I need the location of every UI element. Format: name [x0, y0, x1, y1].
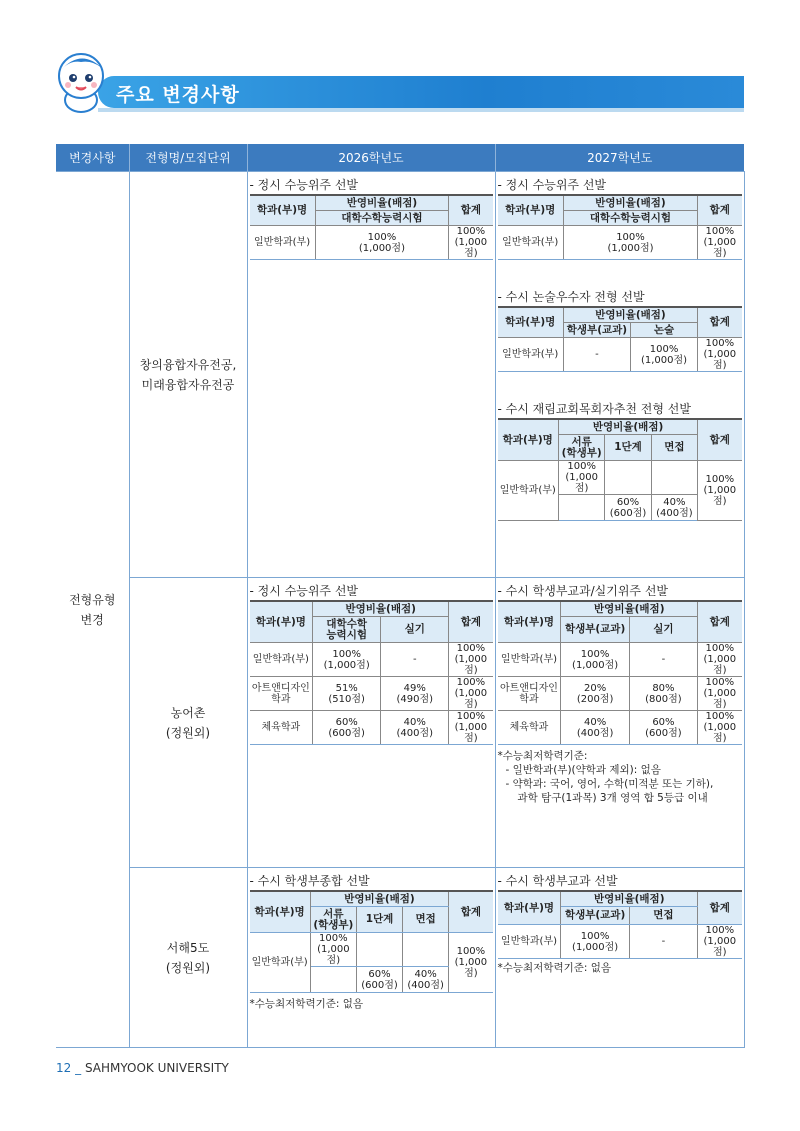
- cell-2027: [495, 868, 744, 1048]
- page-footer: [56, 1061, 229, 1075]
- th-dept: 학과(부)명: [250, 195, 316, 226]
- th-stage1: 1단계: [605, 435, 651, 461]
- th-total: 합계: [698, 891, 742, 925]
- th-dept: 학과(부)명: [250, 601, 313, 643]
- td-value: -: [629, 925, 697, 959]
- td-empty: [651, 461, 697, 495]
- th-ratio: 반영비율(배점): [561, 891, 698, 907]
- th-ratio: 반영비율(배점): [559, 419, 698, 435]
- td-value: 100% (1,000점): [559, 461, 605, 495]
- td-empty: [605, 461, 651, 495]
- th-practical: 실기: [629, 617, 697, 643]
- td-value: 40% (400점): [561, 711, 629, 745]
- unit-cell: 서해5도 (정원외): [129, 868, 247, 1048]
- university-name: SAHMYOOK UNIVERSITY: [84, 1061, 229, 1075]
- th-total: 합계: [698, 307, 742, 338]
- td-total: 100% (1,000점): [698, 711, 742, 745]
- td-value: 60% (600점): [605, 495, 651, 521]
- ratio-table: [498, 194, 742, 260]
- th-csat: 대학수학능력시험: [315, 211, 449, 226]
- mascot-icon: [52, 48, 110, 114]
- th-interview: 면접: [403, 907, 449, 933]
- th-ratio: 반영비율(배점): [315, 195, 449, 211]
- th-stage1: 1단계: [356, 907, 402, 933]
- td-value: 20% (200점): [561, 677, 629, 711]
- td-dept: 아트앤디자인 학과: [498, 677, 561, 711]
- td-total: 100% (1,000점): [449, 711, 493, 745]
- td-value: 100% (1,000점): [561, 925, 629, 959]
- category-cell: 전형유형 변경: [56, 172, 129, 1048]
- ratio-table: [498, 890, 742, 959]
- td-value: -: [563, 338, 630, 372]
- td-dept: 아트앤디자인 학과: [250, 677, 313, 711]
- table-row: [56, 868, 744, 1048]
- section-title: - 수시 재림교회목회자추천 전형 선발: [497, 402, 691, 416]
- cell-2026: [247, 868, 495, 1048]
- note: [498, 749, 742, 805]
- th-record: 학생부(교과): [561, 617, 629, 643]
- note: *수능최저학력기준: 없음: [249, 998, 364, 1010]
- td-dept: 일반학과(부): [498, 925, 561, 959]
- th-total: 합계: [449, 601, 493, 643]
- td-dept: 일반학과(부): [250, 933, 311, 993]
- page-number: 12: [56, 1061, 72, 1075]
- th-total: 합계: [698, 195, 742, 226]
- th-dept: 학과(부)명: [498, 601, 561, 643]
- note-line: - 약학과: 국어, 영어, 수학(미적분 또는 기하),: [505, 778, 714, 790]
- th-ratio: 반영비율(배점): [310, 891, 449, 907]
- th-interview: 면접: [629, 907, 697, 925]
- td-value: 100% (1,000점): [630, 338, 697, 372]
- ratio-table: [498, 306, 742, 372]
- td-value: 40% (400점): [403, 967, 449, 993]
- td-value: 40% (400점): [381, 711, 449, 745]
- td-value: 40% (400점): [651, 495, 697, 521]
- th-dept: 학과(부)명: [250, 891, 311, 933]
- td-total: 100% (1,000점): [449, 677, 493, 711]
- table-row: [56, 578, 744, 868]
- td-value: 80% (800점): [629, 677, 697, 711]
- table-row: [56, 172, 744, 578]
- td-total: 100% (1,000점): [449, 643, 493, 677]
- changes-table: [56, 144, 745, 1048]
- footer-separator: _: [75, 1061, 82, 1075]
- th-docs: 서류 (학생부): [310, 907, 356, 933]
- th-total: 합계: [449, 891, 493, 933]
- th-dept: 학과(부)명: [498, 419, 559, 461]
- col-header-2026: 2026학년도: [247, 144, 495, 172]
- col-header-change: 변경사항: [56, 144, 129, 172]
- th-ratio: 반영비율(배점): [563, 307, 697, 323]
- ratio-table: [498, 418, 742, 521]
- td-value: -: [381, 643, 449, 677]
- section-title: - 수시 학생부종합 선발: [249, 874, 370, 888]
- section-title: - 수시 논술우수자 전형 선발: [497, 290, 645, 304]
- cell-2027: [495, 578, 744, 868]
- td-empty: [310, 967, 356, 993]
- td-dept: 일반학과(부): [498, 338, 564, 372]
- td-total: 100% (1,000점): [698, 677, 742, 711]
- page-title: 주요 변경사항: [116, 84, 240, 106]
- td-value: 60% (600점): [313, 711, 381, 745]
- td-total: 100% (1,000점): [698, 461, 742, 521]
- td-value: 60% (600점): [629, 711, 697, 745]
- td-value: -: [629, 643, 697, 677]
- td-total: 100% (1,000점): [449, 933, 493, 993]
- th-total: 합계: [449, 195, 493, 226]
- note-line: 과학 탐구(1과목) 3개 영역 합 5등급 이내: [517, 792, 708, 804]
- td-value: 49% (490점): [381, 677, 449, 711]
- th-dept: 학과(부)명: [498, 307, 564, 338]
- th-ratio: 반영비율(배점): [563, 195, 697, 211]
- th-dept: 학과(부)명: [498, 891, 561, 925]
- unit-cell: 농어촌 (정원외): [129, 578, 247, 868]
- th-csat: 대학수학 능력시험: [313, 617, 381, 643]
- td-dept: 일반학과(부): [498, 226, 564, 260]
- ratio-table: [250, 890, 493, 993]
- td-dept: 일반학과(부): [498, 461, 559, 521]
- cell-2027: [495, 172, 744, 578]
- th-csat: 대학수학능력시험: [563, 211, 697, 226]
- td-total: 100% (1,000점): [698, 925, 742, 959]
- th-interview: 면접: [651, 435, 697, 461]
- col-header-unit: 전형명/모집단위: [129, 144, 247, 172]
- th-practical: 실기: [381, 617, 449, 643]
- td-total: 100% (1,000점): [449, 226, 493, 260]
- th-record: 학생부(교과): [563, 323, 630, 338]
- td-dept: 일반학과(부): [250, 226, 316, 260]
- td-dept: 체육학과: [498, 711, 561, 745]
- td-dept: 일반학과(부): [250, 643, 313, 677]
- table-header-row: [56, 144, 744, 172]
- section-title: - 정시 수능위주 선발: [249, 178, 359, 192]
- td-empty: [356, 933, 402, 967]
- td-value: 100% (1,000점): [563, 226, 697, 260]
- banner-underline: [98, 108, 744, 112]
- td-empty: [403, 933, 449, 967]
- section-title: - 수시 학생부교과/실기위주 선발: [497, 584, 669, 598]
- th-total: 합계: [698, 419, 742, 461]
- note-title: *수능최저학력기준:: [497, 750, 588, 762]
- th-total: 합계: [698, 601, 742, 643]
- td-value: 60% (600점): [356, 967, 402, 993]
- td-total: 100% (1,000점): [698, 338, 742, 372]
- cell-2026: [247, 578, 495, 868]
- col-header-2027: 2027학년도: [495, 144, 744, 172]
- td-total: 100% (1,000점): [698, 226, 742, 260]
- td-empty: [559, 495, 605, 521]
- td-dept: 체육학과: [250, 711, 313, 745]
- td-value: 100% (1,000점): [315, 226, 449, 260]
- td-value: 51% (510점): [313, 677, 381, 711]
- th-ratio: 반영비율(배점): [313, 601, 449, 617]
- td-value: 100% (1,000점): [313, 643, 381, 677]
- section-title: - 정시 수능위주 선발: [497, 178, 607, 192]
- th-ratio: 반영비율(배점): [561, 601, 698, 617]
- th-docs: 서류 (학생부): [559, 435, 605, 461]
- note-line: - 일반학과(부)(약학과 제외): 없음: [505, 764, 661, 776]
- th-dept: 학과(부)명: [498, 195, 564, 226]
- ratio-table: [498, 600, 742, 745]
- unit-cell: 창의융합자유전공, 미래융합자유전공: [129, 172, 247, 578]
- th-record: 학생부(교과): [561, 907, 629, 925]
- ratio-table: [250, 194, 493, 260]
- th-essay: 논술: [630, 323, 697, 338]
- ratio-table: [250, 600, 493, 745]
- cell-2026: [247, 172, 495, 578]
- td-dept: 일반학과(부): [498, 643, 561, 677]
- td-total: 100% (1,000점): [698, 643, 742, 677]
- section-title: - 정시 수능위주 선발: [249, 584, 359, 598]
- note: *수능최저학력기준: 없음: [497, 962, 612, 974]
- td-value: 100% (1,000점): [310, 933, 356, 967]
- section-title: - 수시 학생부교과 선발: [497, 874, 618, 888]
- td-value: 100% (1,000점): [561, 643, 629, 677]
